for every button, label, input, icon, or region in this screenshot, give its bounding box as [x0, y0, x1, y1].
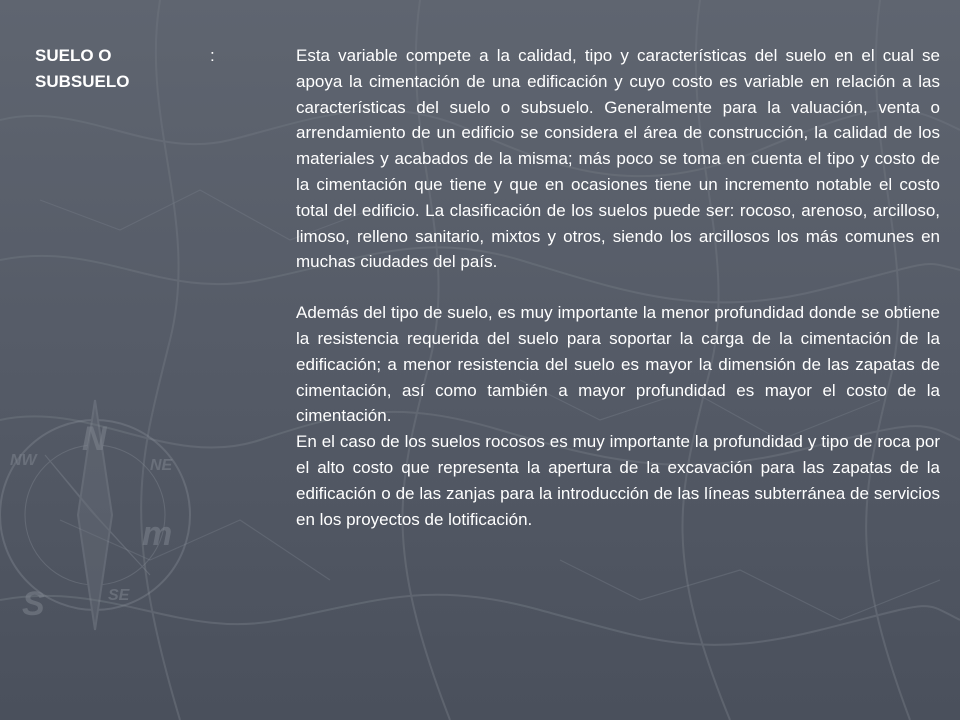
term-label-line1: SUELO O — [35, 46, 112, 65]
term-separator: : — [210, 46, 215, 65]
compass-se-label: SE — [108, 587, 130, 604]
compass-nw-label: NW — [10, 452, 37, 469]
compass-s-label: S — [22, 585, 45, 623]
compass-m-label: m — [142, 515, 173, 553]
paragraph-2: Además del tipo de suelo, es muy importante la menor profundidad donde se obtiene la resistencia requerida del suelo para soportar la carga de la cimentación de la edificación; a menor resistencia del suelo es mayor la dimensión de las zapatas de cimentación, así como también a mayor profundidad es mayor el costo de la cimentación. — [296, 303, 940, 426]
paragraph-3: En el caso de los suelos rocosos es muy importante la profundidad y tipo de roca por el alto costo que representa la apertura de la excavación para las zapatas de la edificación o de las zanjas para la introducción de las líneas subterránea de servicios en los proyectos de lotificación. — [296, 432, 940, 529]
paragraph-1: Esta variable compete a la calidad, tipo y características del suelo en el cual se apoya la cimentación de una edificación y cuyo costo es variable en relación a las características del suelo o subsuelo. Generalmente para la valuación, venta o arrendamiento de un edificio se considera el área de construcción, la calidad de los materiales y acabados de la misma; más poco se toma en cuenta el tipo y costo de la cimentación que tiene y que en ocasiones tiene un incremento notable el costo total del edificio. La clasificación de los suelos puede ser: rocoso, arenoso, arcilloso, limoso, relleno sanitario, mixtos y otros, siendo los arcillosos los más comunes en muchas ciudades del país. — [296, 46, 940, 272]
term-label-line2: SUBSUELO — [35, 72, 130, 91]
term-label — [35, 43, 165, 95]
compass-ne-label: NE — [150, 457, 173, 474]
definition-text — [296, 43, 940, 532]
compass-n-label: N — [82, 420, 107, 458]
